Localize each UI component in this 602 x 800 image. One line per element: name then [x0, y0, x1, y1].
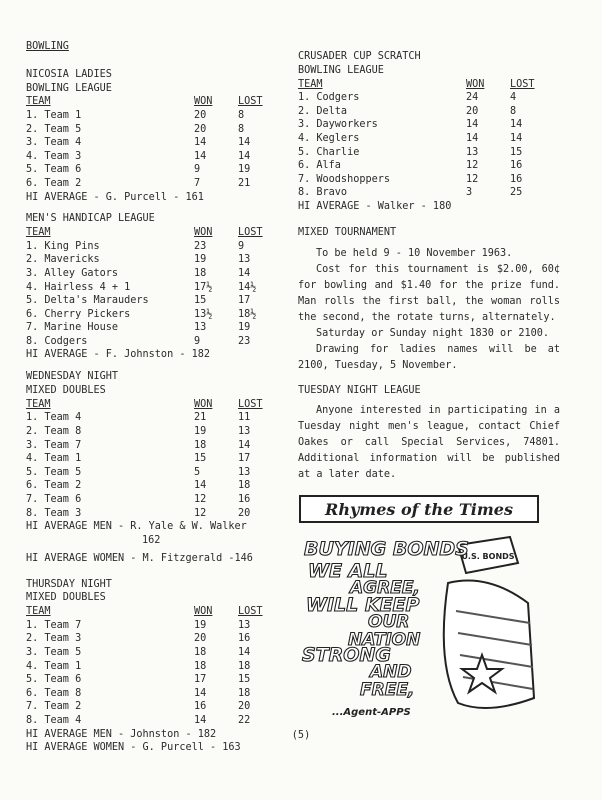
rhyme-line-6: NATION — [348, 630, 421, 650]
team-name: 1. Team 7 — [26, 619, 82, 631]
mens-title: MEN'S HANDICAP LEAGUE — [26, 213, 155, 225]
table-row — [298, 91, 550, 105]
crusader-cup-section — [298, 50, 560, 214]
team-name: 3. Dayworkers — [298, 119, 378, 131]
rhyme-line-1: BUYING BONDS — [304, 538, 469, 560]
mixed-tournament-date: To be held 9 - 10 November 1963. — [316, 247, 513, 259]
won-value: 14 — [194, 137, 207, 149]
won-value: 20 — [194, 633, 207, 645]
lost-value: 15 — [510, 146, 523, 158]
team-name: 4. Keglers — [298, 132, 360, 144]
lost-value: 14 — [238, 137, 251, 149]
lost-value: 14 — [510, 132, 523, 144]
won-value: 14 — [194, 150, 207, 162]
won-value: 14 — [466, 132, 479, 144]
lost-value: 14½ — [238, 281, 257, 293]
team-name: 5. Charlie — [298, 146, 360, 158]
table-row — [26, 267, 278, 281]
won-value: 16 — [194, 701, 207, 713]
mixed-tournament-cost: Cost for this tournament is $2.00, 60¢ for bowling and $1.40 for the prize fund. Man rolls the first ball, the woman rolls the second, the rotate turns, alternately. — [298, 263, 560, 323]
table-row — [26, 308, 278, 322]
lost-value: 20 — [238, 507, 251, 519]
lost-value: 8 — [238, 123, 245, 135]
table-row — [26, 493, 278, 507]
team-name: 4. Team 1 — [26, 660, 82, 672]
lost-value: 14 — [238, 439, 251, 451]
tuesday-league-text: Anyone interested in participating in a Tuesday night men's league, contact Chief Oakes or call Special Services, 74801. Additional information will be published at a later date. — [298, 405, 560, 481]
rhyme-line-5: OUR — [368, 612, 410, 632]
nicosia-hi-average: HI AVERAGE - G. Purcell - 161 — [26, 191, 204, 203]
lost-value: 20 — [238, 701, 251, 713]
rhymes-cartoon-svg — [298, 493, 542, 723]
col-lost: LOST — [238, 227, 263, 239]
lost-value: 17 — [238, 295, 251, 307]
table-row — [26, 700, 278, 714]
team-name: 7. Woodshoppers — [298, 173, 391, 185]
won-value: 9 — [194, 335, 201, 347]
team-name: 7. Team 2 — [26, 701, 82, 713]
lost-value: 19 — [238, 322, 251, 334]
rhyme-line-8: AND — [370, 662, 412, 682]
col-lost: LOST — [238, 398, 263, 410]
won-value: 20 — [194, 123, 207, 135]
table-row — [298, 146, 550, 160]
mens-hi-average: HI AVERAGE - F. Johnston - 182 — [26, 349, 211, 361]
team-name: 2. Mavericks — [26, 254, 100, 266]
team-name: 8. Bravo — [298, 187, 348, 199]
banner-title: Rhymes of the Times — [325, 500, 513, 519]
thursday-hi-average-women: HI AVERAGE WOMEN - G. Purcell - 163 — [26, 742, 241, 754]
rhyme-credit: ...Agent-APPS — [332, 707, 411, 718]
team-name: 5. Team 6 — [26, 674, 82, 686]
wednesday-hi-average-women: HI AVERAGE WOMEN - M. Fitzgerald -146 — [26, 552, 253, 564]
won-value: 7 — [194, 177, 201, 189]
team-name: 2. Team 8 — [26, 426, 82, 438]
crusader-subtitle: BOWLING LEAGUE — [298, 64, 384, 76]
lost-value: 14 — [510, 119, 523, 131]
team-name: 4. Team 1 — [26, 453, 82, 465]
table-header-row — [26, 226, 278, 240]
right-column — [298, 50, 560, 491]
won-value: 5 — [194, 466, 201, 478]
table-row — [26, 479, 278, 493]
won-value: 24 — [466, 92, 479, 104]
tuesday-league-title: TUESDAY NIGHT LEAGUE — [298, 384, 421, 396]
table-header-row — [26, 95, 278, 109]
thursday-standings-table — [26, 605, 278, 727]
table-row — [26, 619, 278, 633]
col-won: WON — [194, 398, 213, 410]
col-team: TEAM — [298, 78, 323, 90]
won-value: 9 — [194, 164, 201, 176]
table-row — [298, 173, 550, 187]
page-number: (5) — [291, 730, 311, 741]
won-value: 12 — [466, 173, 479, 185]
table-row — [26, 687, 278, 701]
won-value: 12 — [194, 507, 207, 519]
lost-value: 13 — [238, 619, 251, 631]
table-row — [26, 281, 278, 295]
col-team: TEAM — [26, 96, 51, 108]
team-name: 6. Cherry Pickers — [26, 308, 131, 320]
table-row — [26, 150, 278, 164]
won-value: 19 — [194, 426, 207, 438]
thursday-subtitle: MIXED DOUBLES — [26, 592, 106, 604]
bond-scroll-label: U.S. BONDS — [461, 552, 515, 561]
team-name: 8. Codgers — [26, 335, 88, 347]
team-name: 3. Team 7 — [26, 439, 82, 451]
won-value: 19 — [194, 619, 207, 631]
table-row — [298, 186, 550, 200]
table-row — [26, 452, 278, 466]
team-name: 7. Marine House — [26, 322, 119, 334]
rhyme-line-4: WILL KEEP — [306, 594, 420, 616]
table-row — [26, 253, 278, 267]
won-value: 13½ — [194, 308, 213, 320]
team-name: 8. Team 3 — [26, 507, 82, 519]
wednesday-hi-average-men: HI AVERAGE MEN - R. Yale & W. Walker — [26, 521, 247, 533]
table-row — [26, 177, 278, 191]
thursday-section — [26, 578, 284, 756]
won-value: 18 — [194, 439, 207, 451]
team-name: 6. Alfa — [298, 160, 341, 172]
table-row — [26, 163, 278, 177]
lost-value: 9 — [238, 240, 245, 252]
lost-value: 13 — [238, 426, 251, 438]
section-header-bowling: BOWLING — [26, 41, 69, 52]
won-value: 13 — [194, 322, 207, 334]
team-name: 8. Team 4 — [26, 714, 82, 726]
table-row — [298, 159, 550, 173]
crusader-standings-table — [298, 78, 550, 200]
won-value: 17 — [194, 674, 207, 686]
lost-value: 23 — [238, 335, 251, 347]
crusader-title: CRUSADER CUP SCRATCH — [298, 51, 421, 62]
wednesday-title: WEDNESDAY NIGHT — [26, 371, 119, 383]
table-row — [26, 660, 278, 674]
lost-value: 14 — [238, 267, 251, 279]
team-name: 6. Team 2 — [26, 177, 82, 189]
team-name: 1. Codgers — [298, 92, 360, 104]
lost-value: 16 — [238, 633, 251, 645]
lost-value: 18 — [238, 687, 251, 699]
col-team: TEAM — [26, 606, 51, 618]
mixed-tournament-section — [298, 226, 560, 374]
won-value: 12 — [466, 160, 479, 172]
lost-value: 14 — [238, 646, 251, 658]
table-row — [26, 109, 278, 123]
rhyme-line-2: WE ALL — [308, 560, 388, 582]
won-value: 3 — [466, 187, 473, 199]
lost-value: 21 — [238, 177, 251, 189]
col-team: TEAM — [26, 227, 51, 239]
table-row — [26, 136, 278, 150]
won-value: 23 — [194, 240, 207, 252]
nicosia-title: NICOSIA LADIES — [26, 68, 112, 80]
table-row — [298, 132, 550, 146]
table-row — [26, 294, 278, 308]
lost-value: 13 — [238, 466, 251, 478]
table-header-row — [26, 605, 278, 619]
team-name: 3. Team 4 — [26, 137, 82, 149]
team-name: 6. Team 2 — [26, 480, 82, 492]
col-lost: LOST — [510, 78, 535, 90]
won-value: 18 — [194, 267, 207, 279]
lost-value: 16 — [238, 494, 251, 506]
mens-handicap-section — [26, 212, 284, 362]
col-lost: LOST — [238, 606, 263, 618]
lost-value: 22 — [238, 714, 251, 726]
lost-value: 8 — [510, 105, 517, 117]
team-name: 1. Team 4 — [26, 412, 82, 424]
won-value: 18 — [194, 646, 207, 658]
crusader-hi-average: HI AVERAGE - Walker - 180 — [298, 200, 452, 212]
table-header-row — [26, 398, 278, 412]
lost-value: 18½ — [238, 308, 257, 320]
won-value: 20 — [466, 105, 479, 117]
won-value: 14 — [194, 480, 207, 492]
won-value: 20 — [194, 109, 207, 121]
table-row — [26, 673, 278, 687]
table-row — [298, 105, 550, 119]
table-row — [26, 321, 278, 335]
won-value: 18 — [194, 660, 207, 672]
col-won: WON — [194, 227, 213, 239]
nicosia-ladies-section — [26, 68, 284, 205]
table-header-row — [298, 78, 550, 92]
lost-value: 8 — [238, 109, 245, 121]
won-value: 14 — [194, 687, 207, 699]
won-value: 21 — [194, 412, 207, 424]
team-name: 7. Team 6 — [26, 494, 82, 506]
nicosia-standings-table — [26, 95, 278, 190]
lost-value: 14 — [238, 150, 251, 162]
lost-value: 16 — [510, 173, 523, 185]
won-value: 13 — [466, 146, 479, 158]
lost-value: 18 — [238, 480, 251, 492]
table-row — [26, 425, 278, 439]
team-name: 2. Team 3 — [26, 633, 82, 645]
team-name: 3. Alley Gators — [26, 267, 119, 279]
col-lost: LOST — [238, 96, 263, 108]
lost-value: 17 — [238, 453, 251, 465]
table-row — [26, 646, 278, 660]
mixed-tournament-drawing: Drawing for ladies names will be at 2100, Tuesday, 5 November. — [298, 343, 560, 371]
won-value: 15 — [194, 295, 207, 307]
won-value: 15 — [194, 453, 207, 465]
lost-value: 13 — [238, 254, 251, 266]
team-name: 5. Team 5 — [26, 466, 82, 478]
rhymes-of-the-times-cartoon — [298, 493, 542, 723]
team-name: 4. Hairless 4 + 1 — [26, 281, 131, 293]
team-name: 5. Delta's Marauders — [26, 295, 149, 307]
col-won: WON — [194, 96, 213, 108]
col-won: WON — [466, 78, 485, 90]
rhyme-line-9: FREE, — [360, 680, 415, 700]
rhyme-line-7: STRONG — [302, 644, 391, 666]
won-value: 12 — [194, 494, 207, 506]
lost-value: 4 — [510, 92, 517, 104]
col-won: WON — [194, 606, 213, 618]
table-row — [26, 632, 278, 646]
won-value: 19 — [194, 254, 207, 266]
team-name: 2. Delta — [298, 105, 348, 117]
table-row — [26, 466, 278, 480]
table-row — [298, 118, 550, 132]
team-name: 2. Team 5 — [26, 123, 82, 135]
lost-value: 18 — [238, 660, 251, 672]
table-row — [26, 714, 278, 728]
team-name: 4. Team 3 — [26, 150, 82, 162]
rhyme-line-3: AGREE, — [350, 578, 420, 598]
table-row — [26, 123, 278, 137]
won-value: 14 — [466, 119, 479, 131]
table-row — [26, 240, 278, 254]
team-name: 5. Team 6 — [26, 164, 82, 176]
lost-value: 19 — [238, 164, 251, 176]
table-row — [26, 439, 278, 453]
won-value: 17½ — [194, 281, 213, 293]
won-value: 14 — [194, 714, 207, 726]
wednesday-section — [26, 370, 284, 565]
team-name: 1. King Pins — [26, 240, 100, 252]
team-name: 6. Team 8 — [26, 687, 82, 699]
nicosia-subtitle: BOWLING LEAGUE — [26, 82, 112, 94]
lost-value: 15 — [238, 674, 251, 686]
lost-value: 16 — [510, 160, 523, 172]
wednesday-standings-table — [26, 398, 278, 520]
mixed-tournament-times: Saturday or Sunday night 1830 or 2100. — [316, 327, 550, 339]
bond-figure — [444, 537, 534, 708]
mens-standings-table — [26, 226, 278, 348]
mixed-tournament-title: MIXED TOURNAMENT — [298, 226, 397, 238]
thursday-title: THURSDAY NIGHT — [26, 578, 112, 590]
wednesday-hi-average-men-score: 162 — [142, 535, 161, 547]
tuesday-league-section — [298, 384, 560, 484]
lost-value: 11 — [238, 412, 251, 424]
wednesday-subtitle: MIXED DOUBLES — [26, 385, 106, 397]
lost-value: 25 — [510, 187, 523, 199]
table-row — [26, 507, 278, 521]
table-row — [26, 335, 278, 349]
col-team: TEAM — [26, 398, 51, 410]
team-name: 3. Team 5 — [26, 646, 82, 658]
table-row — [26, 411, 278, 425]
team-name: 1. Team 1 — [26, 109, 82, 121]
thursday-hi-average-men: HI AVERAGE MEN - Johnston - 182 — [26, 728, 217, 740]
left-column — [26, 40, 284, 763]
